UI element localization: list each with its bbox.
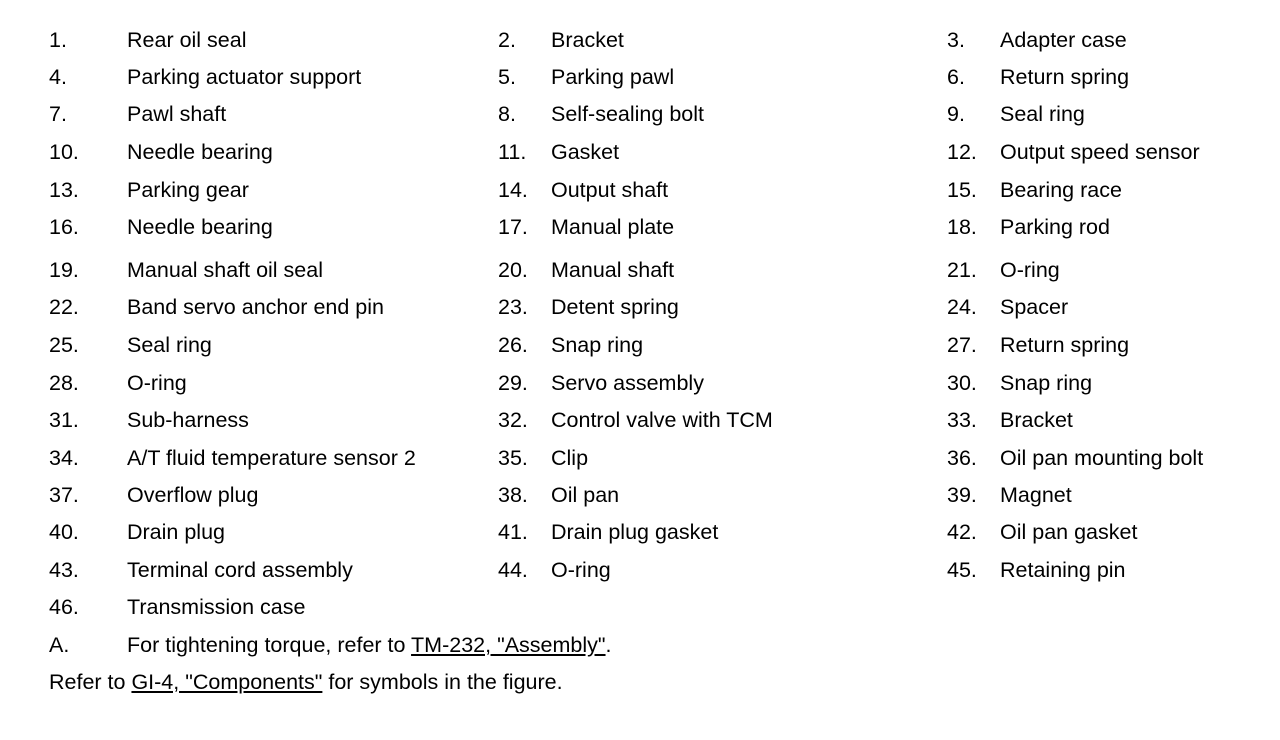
part-number: 32. <box>498 408 528 432</box>
part-number: 16. <box>49 215 79 239</box>
part-name: Terminal cord assembly <box>127 558 353 582</box>
footer-suffix: for symbols in the figure. <box>322 670 563 694</box>
note-a-marker: A. <box>49 633 70 657</box>
part-number: 5. <box>498 65 516 89</box>
part-number: 39. <box>947 483 977 507</box>
part-name: Manual shaft oil seal <box>127 258 323 282</box>
part-name: Servo assembly <box>551 371 704 395</box>
parts-row <box>0 515 1280 549</box>
part-name: Manual plate <box>551 215 675 239</box>
note-a-prefix: For tightening torque, refer to <box>127 633 412 657</box>
part-name: Manual shaft <box>551 258 675 282</box>
part-number: 46. <box>49 595 79 619</box>
parts-row <box>0 173 1280 207</box>
part-name: Overflow plug <box>127 483 259 507</box>
part-number: 11. <box>498 140 527 164</box>
part-number: 8. <box>498 102 516 126</box>
parts-row <box>0 441 1280 475</box>
part-name: Bearing race <box>1000 178 1122 202</box>
part-number: 14. <box>498 178 528 202</box>
part-name: Rear oil seal <box>127 28 247 52</box>
part-number: 24. <box>947 295 977 319</box>
parts-row <box>0 210 1280 244</box>
part-number: 2. <box>498 28 516 52</box>
part-name: Return spring <box>1000 333 1130 357</box>
part-name: Output shaft <box>551 178 669 202</box>
part-name: Drain plug <box>127 520 225 544</box>
footer-prefix: Refer to <box>49 670 132 694</box>
parts-row <box>0 60 1280 94</box>
part-name: Retaining pin <box>1000 558 1126 582</box>
part-number: 42. <box>947 520 977 544</box>
part-number: 34. <box>49 446 79 470</box>
part-number: 26. <box>498 333 528 357</box>
part-number: 22. <box>49 295 79 319</box>
part-number: 3. <box>947 28 965 52</box>
footer-text <box>49 665 563 699</box>
part-number: 21. <box>947 258 977 282</box>
part-name: Parking pawl <box>551 65 675 89</box>
part-name: Drain plug gasket <box>551 520 719 544</box>
part-number: 43. <box>49 558 79 582</box>
part-number: 28. <box>49 371 79 395</box>
part-number: 44. <box>498 558 528 582</box>
part-number: 15. <box>947 178 977 202</box>
part-name: Return spring <box>1000 65 1130 89</box>
part-name: Parking rod <box>1000 215 1110 239</box>
part-name: Needle bearing <box>127 215 273 239</box>
part-name: Oil pan gasket <box>1000 520 1138 544</box>
part-name: Self-sealing bolt <box>551 102 704 126</box>
part-number: 13. <box>49 178 79 202</box>
part-number: 6. <box>947 65 965 89</box>
parts-row <box>0 328 1280 362</box>
part-number: 4. <box>49 65 67 89</box>
part-name: Oil pan mounting bolt <box>1000 446 1204 470</box>
part-name: Output speed sensor <box>1000 140 1200 164</box>
part-number: 18. <box>947 215 977 239</box>
footer-note <box>0 665 1280 699</box>
part-number: 7. <box>49 102 67 126</box>
parts-row <box>0 135 1280 169</box>
part-number: 41. <box>498 520 528 544</box>
part-name: Band servo anchor end pin <box>127 295 384 319</box>
part-name: O-ring <box>1000 258 1060 282</box>
part-name: Snap ring <box>1000 371 1093 395</box>
part-name: Detent spring <box>551 295 679 319</box>
parts-row <box>0 590 1280 624</box>
tm-232-assembly-link[interactable]: TM-232, "Assembly" <box>411 633 606 657</box>
part-number: 10. <box>49 140 79 164</box>
part-name: O-ring <box>127 371 187 395</box>
note-a-suffix: . <box>605 633 612 657</box>
part-number: 40. <box>49 520 79 544</box>
part-number: 27. <box>947 333 977 357</box>
parts-row <box>0 403 1280 437</box>
part-number: 17. <box>498 215 528 239</box>
part-name: Transmission case <box>127 595 306 619</box>
part-name: Parking gear <box>127 178 249 202</box>
part-number: 23. <box>498 295 528 319</box>
part-number: 37. <box>49 483 79 507</box>
part-number: 20. <box>498 258 528 282</box>
part-name: Sub-harness <box>127 408 249 432</box>
part-number: 38. <box>498 483 528 507</box>
part-number: 12. <box>947 140 977 164</box>
part-name: Adapter case <box>1000 28 1127 52</box>
part-number: 31. <box>49 408 79 432</box>
part-number: 36. <box>947 446 977 470</box>
part-name: Bracket <box>1000 408 1073 432</box>
part-number: 29. <box>498 371 528 395</box>
part-name: Snap ring <box>551 333 644 357</box>
part-name: Seal ring <box>127 333 212 357</box>
parts-row <box>0 366 1280 400</box>
parts-row <box>0 478 1280 512</box>
parts-row <box>0 290 1280 324</box>
part-number: 33. <box>947 408 977 432</box>
part-name: Seal ring <box>1000 102 1085 126</box>
part-name: Spacer <box>1000 295 1069 319</box>
part-name: Parking actuator support <box>127 65 362 89</box>
note-a <box>0 628 1280 662</box>
parts-row <box>0 553 1280 587</box>
parts-row <box>0 97 1280 131</box>
part-number: 45. <box>947 558 977 582</box>
part-number: 19. <box>49 258 79 282</box>
part-name: Bracket <box>551 28 624 52</box>
part-number: 30. <box>947 371 977 395</box>
part-name: Gasket <box>551 140 620 164</box>
part-name: Needle bearing <box>127 140 273 164</box>
gi-4-components-link[interactable]: GI-4, "Components" <box>131 670 323 694</box>
part-number: 1. <box>49 28 67 52</box>
part-name: Pawl shaft <box>127 102 227 126</box>
part-name: O-ring <box>551 558 611 582</box>
parts-row <box>0 23 1280 57</box>
part-number: 25. <box>49 333 79 357</box>
part-number: 35. <box>498 446 528 470</box>
part-name: Oil pan <box>551 483 620 507</box>
part-name: Magnet <box>1000 483 1072 507</box>
part-name: A/T fluid temperature sensor 2 <box>127 446 416 470</box>
note-a-text <box>127 628 612 662</box>
part-number: 9. <box>947 102 965 126</box>
part-name: Clip <box>551 446 589 470</box>
parts-row <box>0 253 1280 287</box>
part-name: Control valve with TCM <box>551 408 773 432</box>
